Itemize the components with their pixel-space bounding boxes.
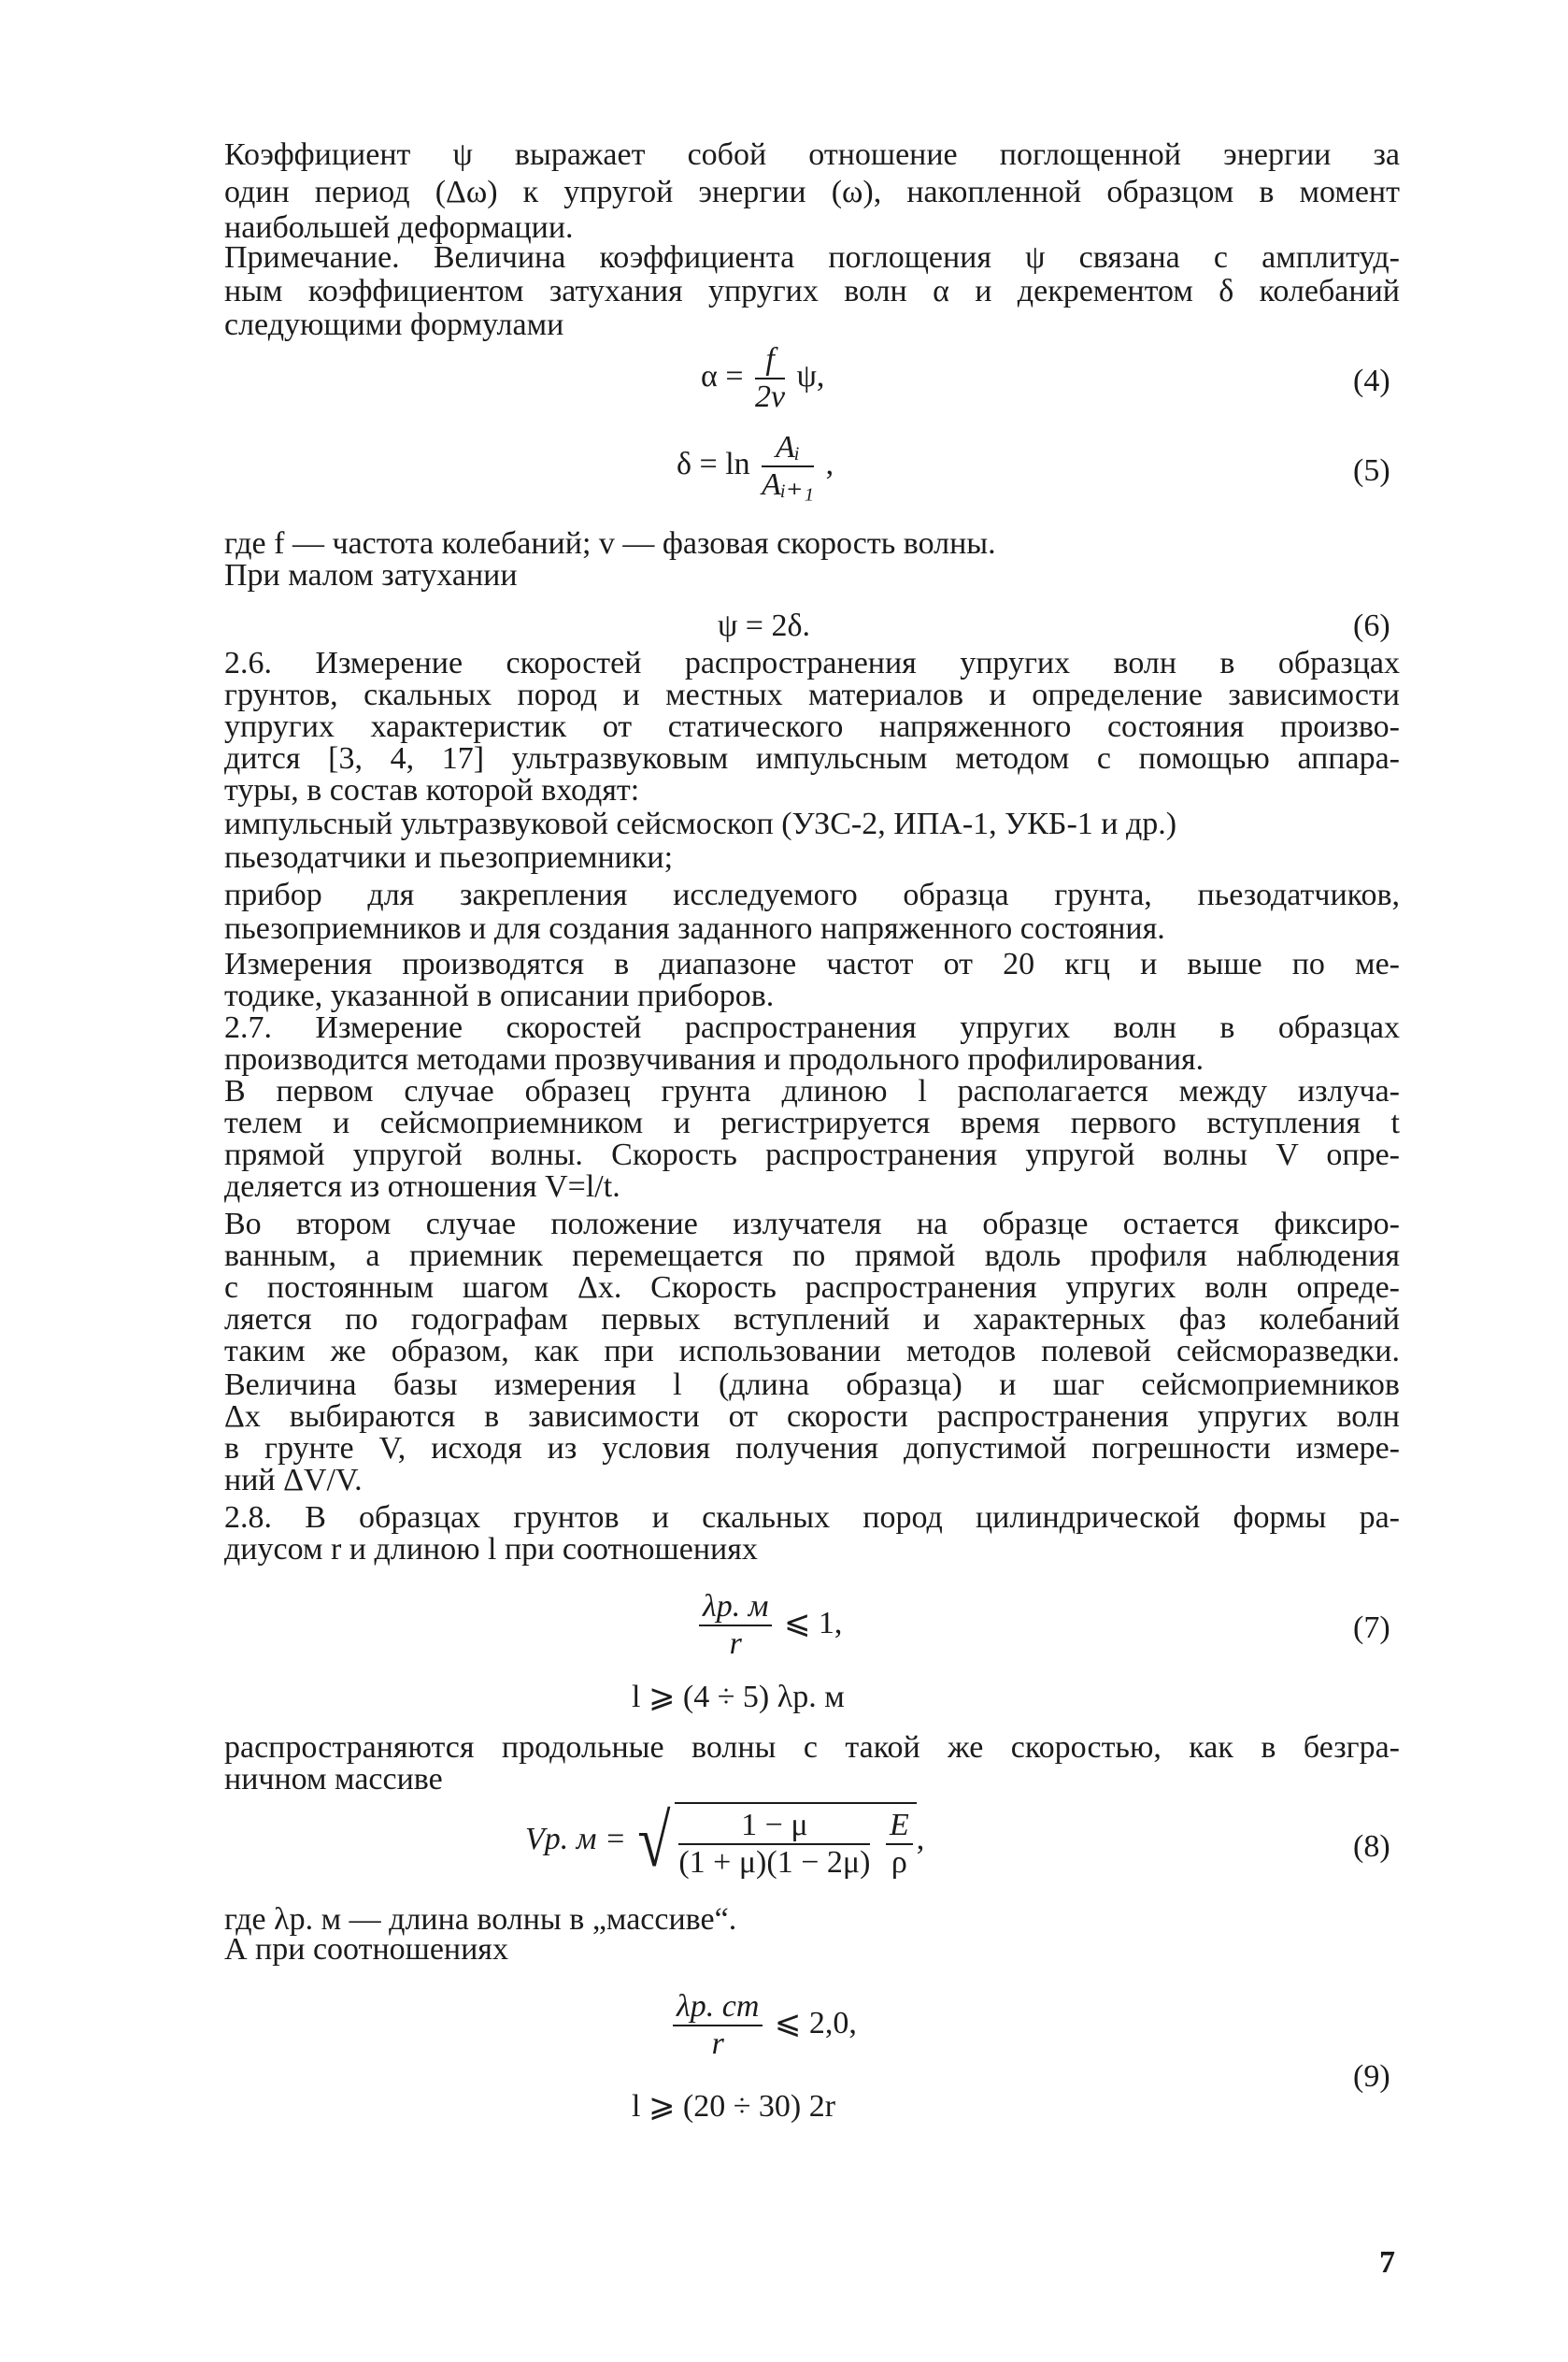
formula-4 (701, 342, 824, 415)
text-line: следующими формулами (224, 308, 564, 342)
fraction-denominator: ρ (891, 1845, 907, 1880)
formula-rhs: , (825, 446, 834, 481)
formula-rhs: ψ, (796, 358, 825, 394)
formula-7a (695, 1589, 842, 1662)
formula-lhs: Vр. м = (525, 1821, 626, 1856)
text-line: ным коэффициентом затухания упругих волн α и декрементом δ колебаний (224, 274, 1400, 308)
text-line: туры, в состав которой входят: (224, 773, 640, 808)
formula-5 (677, 430, 834, 503)
fraction-numerator: f (765, 342, 775, 377)
radicand (675, 1802, 916, 1881)
fraction (762, 430, 814, 503)
fraction-numerator: λр. ст (677, 1989, 760, 2024)
text-line: Во втором случае положение излучателя на образце остается фиксиро- (224, 1207, 1400, 1241)
equation-number: (5) (1353, 453, 1390, 488)
equation-number: (6) (1353, 608, 1390, 643)
text-line: При малом затухании (224, 558, 518, 593)
text-line: 2.8. В образцах грунтов и скальных пород цилиндрической формы ра- (224, 1500, 1400, 1535)
fraction-denominator: 2v (755, 379, 786, 414)
text-line: прибор для закрепления исследуемого образца грунта, пьезодатчиков, (224, 878, 1400, 912)
text-line: Измерения производятся в диапазоне частот от 20 кгц и выше по ме- (224, 947, 1400, 981)
formula-rhs: ⩽ 1, (783, 1605, 843, 1640)
sqrt-icon: √ (637, 1800, 671, 1882)
text-line: грунтов, скальных пород и местных материалов и определение зависимости (224, 678, 1400, 712)
fraction-denominator: r (729, 1626, 742, 1661)
text-line: ляется по годографам первых вступлений и характерных фаз колебаний (224, 1302, 1400, 1337)
page-number: 7 (1379, 2245, 1395, 2280)
formula-9a (669, 1989, 857, 2062)
fraction-denominator: Aᵢ₊₁ (762, 467, 815, 502)
text-line: распространяются продольные волны с такой же скоростью, как в безгра- (224, 1730, 1400, 1765)
text-line: прямой упругой волны. Скорость распространения упругой волны V опре- (224, 1138, 1400, 1172)
text-line: диусом r и длиною l при соотношениях (224, 1532, 758, 1567)
formula-rhs: ⩽ 2,0, (774, 2005, 857, 2040)
text-line: ничном массиве (224, 1762, 443, 1797)
fraction-denominator: r (711, 2026, 724, 2061)
formula-8 (525, 1802, 924, 1881)
text-line: где f — частота колебаний; v — фазовая скорость волны. (224, 526, 996, 561)
equation-number: (8) (1353, 1829, 1390, 1864)
text-line: Примечание. Величина коэффициента поглощения ψ связана с амплитуд- (224, 240, 1400, 275)
text-line: пьезоприемников и для создания заданного напряженного состояния. (224, 911, 1165, 946)
text-line: В первом случае образец грунта длиною l располагается между излуча- (224, 1074, 1400, 1109)
text-line (224, 136, 1400, 174)
text-line: тодике, указанной в описании приборов. (224, 979, 775, 1013)
text-line: упругих характеристик от статического напряженного состояния произво- (224, 709, 1400, 744)
equation-number: (9) (1353, 2059, 1390, 2094)
text-line: один период (Δω) к упругой энергии (ω), накопленной образцом в момент (224, 175, 1400, 209)
formula-rhs: , (916, 1821, 925, 1856)
text-line: Δx выбираются в зависимости от скорости распространения упругих волн (224, 1399, 1400, 1434)
fraction-numerator: Aᵢ (776, 430, 801, 465)
text-line: 2.7. Измерение скоростей распространения упругих волн в образцах (224, 1010, 1400, 1045)
fraction-numerator: E (889, 1808, 909, 1842)
text-line: производится методами прозвучивания и продольного профилирования. (224, 1042, 1205, 1077)
equation-number: (7) (1353, 1610, 1390, 1645)
text-line: в грунте V, исходя из условия получения допустимой погрешности измере- (224, 1431, 1400, 1466)
formula-lhs: α = (701, 358, 744, 394)
text-line: 2.6. Измерение скоростей распространения упругих волн в образцах (224, 646, 1400, 680)
fraction-numerator: λр. м (703, 1589, 769, 1624)
fraction-denominator: (1 + μ)(1 − 2μ) (678, 1845, 871, 1880)
equation-number: (4) (1353, 364, 1390, 398)
fraction (755, 342, 785, 415)
text-line: деляется из отношения V=l/t. (224, 1169, 620, 1204)
fraction (699, 1589, 772, 1662)
text-line: наибольшей деформации. (224, 210, 574, 245)
text-line: таким же образом, как при использовании методов полевой сейсморазведки. (224, 1334, 1400, 1368)
text-span: Коэффициент ψ выражает собой отношение поглощенной энергии за (224, 137, 1400, 172)
text-line: ванным, а приемник перемещается по прямой вдоль профиля наблюдения (224, 1238, 1400, 1273)
text-line: Величина базы измерения l (длина образца) и шаг сейсмоприемников (224, 1367, 1400, 1402)
formula-6: ψ = 2δ. (718, 608, 810, 643)
text-line: где λр. м — длина волны в „массиве“. (224, 1902, 737, 1937)
formula-7b: l ⩾ (4 ÷ 5) λр. м (632, 1680, 845, 1714)
fraction-numerator: 1 − μ (678, 1808, 870, 1845)
text-line: с постоянным шагом Δx. Скорость распространения упругих волн опреде- (224, 1270, 1400, 1305)
fraction (678, 1808, 870, 1881)
formula-lhs: δ = ln (677, 446, 750, 481)
fraction (673, 1989, 763, 2062)
text-line: пьезодатчики и пьезоприемники; (224, 840, 674, 875)
text-line: импульсный ультразвуковой сейсмоскоп (УЗС-2, ИПА-1, УКБ-1 и др.) (224, 807, 1177, 841)
fraction (886, 1808, 913, 1881)
text-line: ний ΔV/V. (224, 1463, 363, 1497)
text-line: дится [3, 4, 17] ультразвуковым импульсным методом с помощью аппара- (224, 741, 1400, 776)
text-line: А при соотношениях (224, 1932, 508, 1967)
text-line: телем и сейсмоприемником и регистрируется время первого вступления t (224, 1106, 1400, 1140)
formula-9b: l ⩾ (20 ÷ 30) 2r (632, 2089, 836, 2124)
